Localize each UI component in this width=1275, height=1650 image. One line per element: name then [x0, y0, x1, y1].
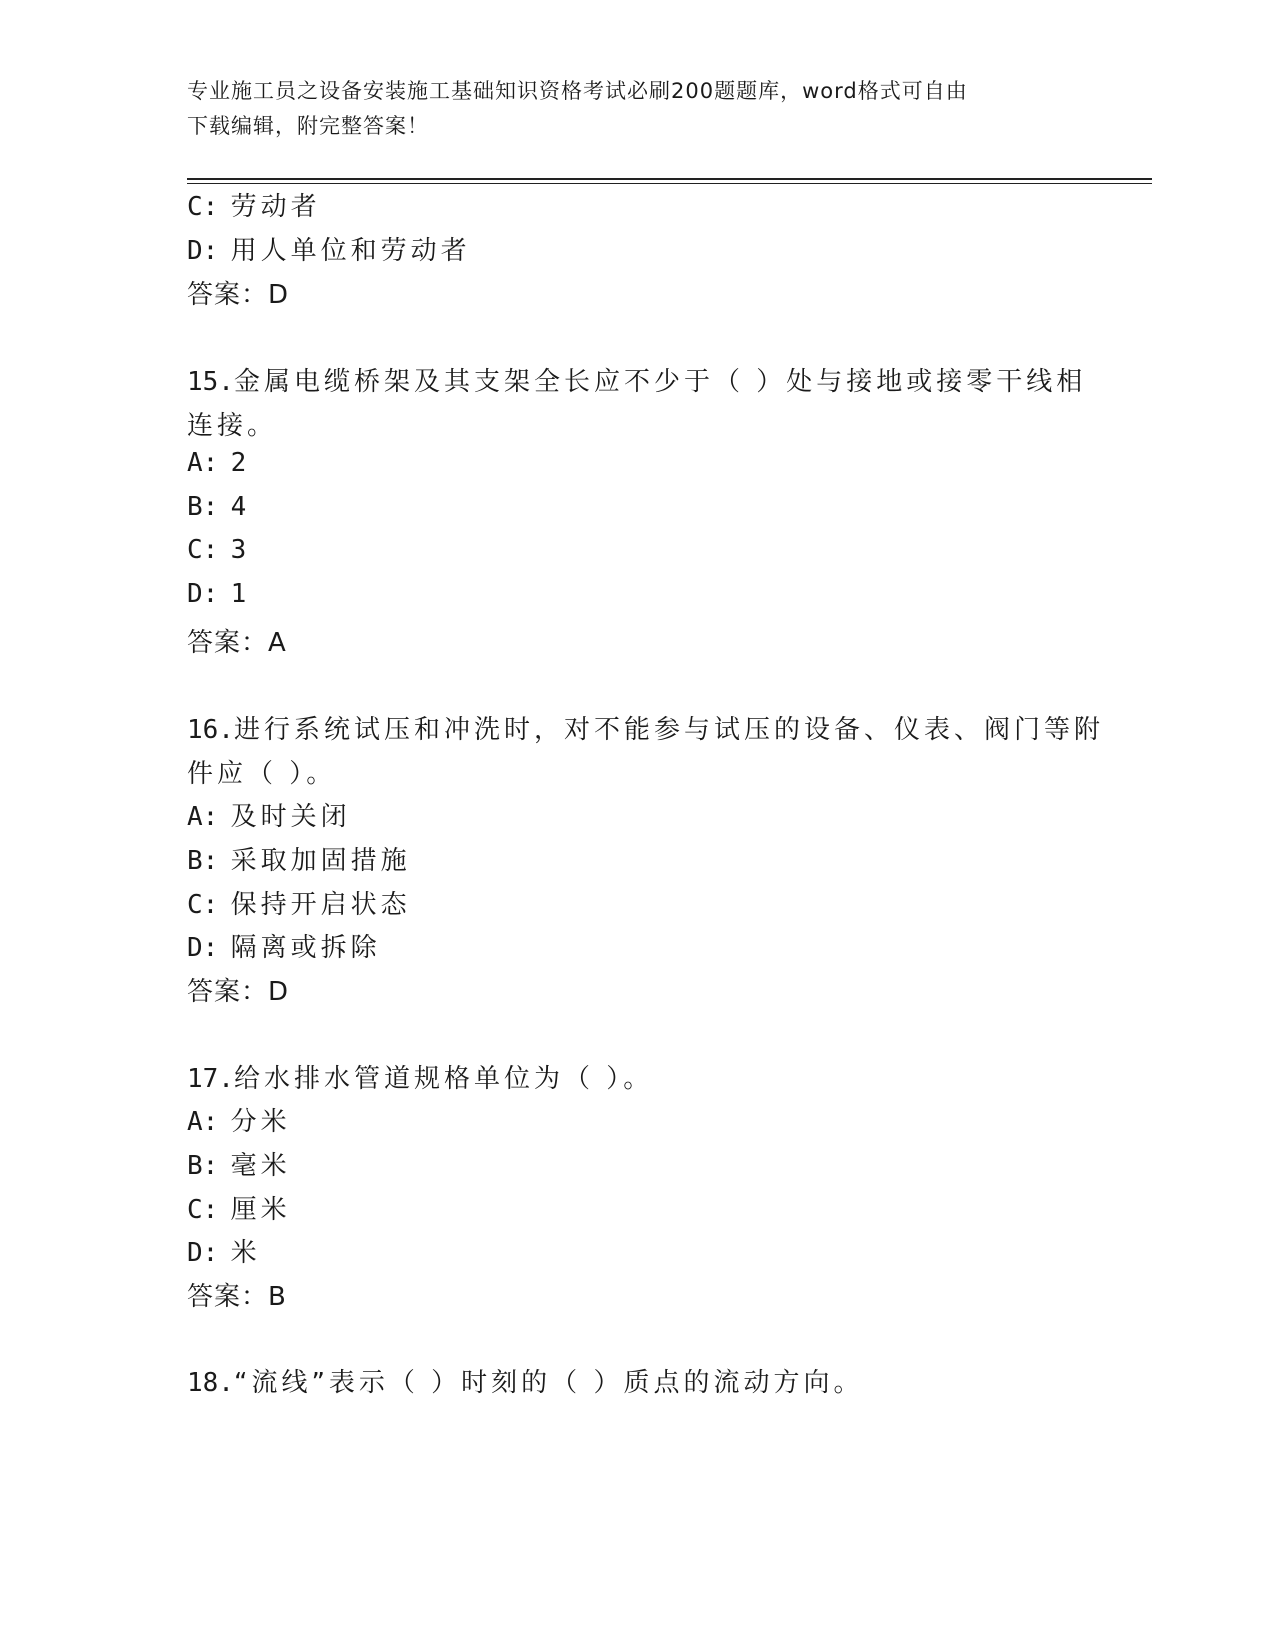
q15-question-line-1	[187, 361, 1086, 398]
q17-question-line-1	[187, 1058, 653, 1095]
q15-option-c	[187, 535, 246, 565]
option-text: 分米	[230, 1107, 291, 1137]
q14-option-c	[187, 186, 321, 223]
option-text: 保持开启状态	[230, 890, 411, 920]
q15-option-b	[187, 492, 246, 522]
q17-option-c	[187, 1189, 291, 1226]
question-text: 金属电缆桥架及其支架全长应不少于（ ）处与接地或接零干线相	[233, 367, 1087, 397]
document-header	[187, 74, 1067, 144]
q15-answer: 答案：A	[187, 628, 287, 658]
option-label: A:	[187, 802, 219, 832]
header-line-1: 专业施工员之设备安装施工基础知识资格考试必刷200题题库，word格式可自由	[187, 79, 968, 103]
option-label: D:	[187, 933, 219, 963]
q17-option-b	[187, 1145, 291, 1182]
question-number: 16.	[187, 715, 234, 745]
q16-option-b	[187, 840, 411, 877]
q15-option-a	[187, 448, 246, 478]
header-divider-thin	[187, 183, 1152, 184]
header-divider-thick	[187, 178, 1152, 180]
q16-answer: 答案：D	[187, 977, 290, 1007]
option-text: 用人单位和劳动者	[230, 236, 471, 266]
question-number: 15.	[187, 367, 234, 397]
option-text: 采取加固措施	[230, 846, 411, 876]
question-text: 给水排水管道规格单位为（ ）。	[233, 1064, 654, 1094]
option-label: B:	[187, 492, 219, 522]
option-label: C:	[187, 890, 219, 920]
q15-option-d	[187, 579, 246, 609]
q16-question-line-1	[187, 709, 1104, 746]
option-label: D:	[187, 1238, 219, 1268]
option-label: A:	[187, 448, 219, 478]
option-text: 毫米	[230, 1151, 291, 1181]
q14-option-d	[187, 230, 471, 267]
q16-option-a	[187, 796, 351, 833]
option-text: 2	[230, 448, 247, 478]
option-text: 4	[230, 492, 247, 522]
q14-answer: 答案：D	[187, 280, 290, 310]
q17-option-d	[187, 1232, 261, 1269]
option-label: D:	[187, 236, 219, 266]
question-number: 18.	[187, 1368, 234, 1398]
option-text: 劳动者	[230, 192, 321, 222]
option-label: C:	[187, 535, 219, 565]
option-text: 1	[230, 579, 247, 609]
option-text: 及时关闭	[230, 802, 351, 832]
option-text: 厘米	[230, 1195, 291, 1225]
q15-question-line-2: 连接。	[187, 411, 278, 441]
q16-option-c	[187, 884, 411, 921]
q17-answer: 答案：B	[187, 1282, 287, 1312]
option-label: C:	[187, 192, 219, 222]
q18-question-line-1	[187, 1362, 863, 1399]
q17-option-a	[187, 1101, 291, 1138]
option-label: A:	[187, 1107, 219, 1137]
option-label: B:	[187, 1151, 219, 1181]
q16-question-line-2: 件应（ ）。	[187, 759, 337, 789]
question-text: “流线”表示（ ）时刻的（ ）质点的流动方向。	[233, 1368, 864, 1398]
option-text: 3	[230, 535, 247, 565]
option-label: D:	[187, 579, 219, 609]
option-label: B:	[187, 846, 219, 876]
header-line-2: 下载编辑，附完整答案！	[187, 114, 429, 138]
option-text: 隔离或拆除	[230, 933, 381, 963]
option-text: 米	[230, 1238, 261, 1268]
question-number: 17.	[187, 1064, 234, 1094]
option-label: C:	[187, 1195, 219, 1225]
question-text: 进行系统试压和冲洗时，对不能参与试压的设备、仪表、阀门等附	[233, 715, 1104, 745]
q16-option-d	[187, 927, 381, 964]
document-page	[187, 0, 1152, 1650]
